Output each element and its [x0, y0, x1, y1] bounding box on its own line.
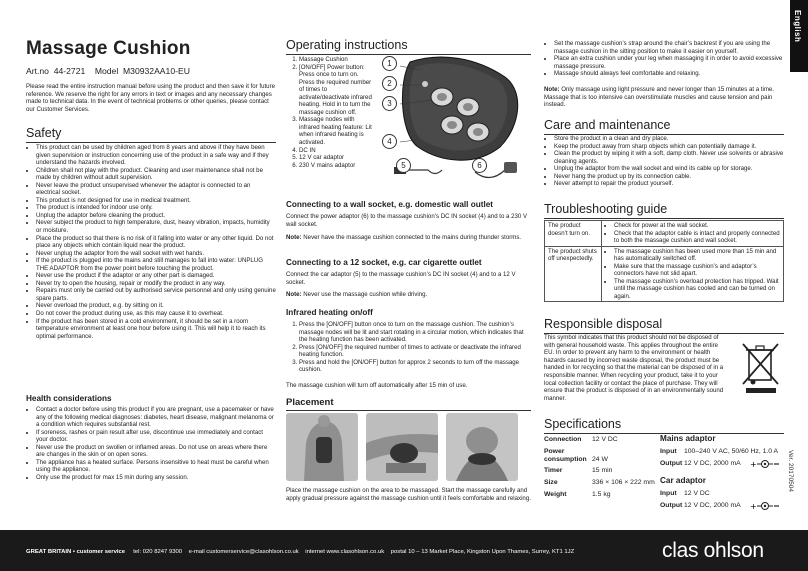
article-info — [26, 66, 190, 76]
placement-heading: Placement — [286, 397, 531, 411]
list-item: • Only use the product for max 15 min during any session. — [36, 474, 276, 482]
footer-bar — [0, 530, 808, 571]
list-item: 3. Press and hold the [ON/OFF] button for approx 2 seconds to turn off the massage cushion. — [299, 359, 531, 374]
massage-note — [544, 86, 784, 109]
spec-key: Input — [660, 448, 677, 455]
list-item: 5. 12 V car adaptor — [299, 154, 374, 162]
car-socket-heading: Connecting to a 12 socket, e.g. car cigarette outlet — [286, 258, 482, 267]
placement-text: Place the massage cushion on the area to be massaged. Start the massage carefully and apply gradual pressure against the massage cushion until it feels comfortable and relaxing. — [286, 487, 531, 502]
mains-output-label — [660, 460, 682, 467]
polarity-icon — [750, 501, 780, 511]
model-number: M30932AA10-EU — [123, 66, 190, 76]
list-item: 2. Press [ON/OFF] the required number of times to activate or deactivate the infrared heating function. — [299, 344, 531, 359]
spec-connection — [544, 436, 581, 443]
list-item: 6. 230 V mains adaptor — [299, 162, 374, 170]
version-label: Ver. 20170504 — [787, 450, 794, 492]
svg-text:+: + — [750, 502, 757, 511]
table-row — [545, 221, 784, 247]
footer-country: GREAT BRITAIN • customer service — [26, 549, 126, 555]
svg-text:+: + — [750, 460, 757, 469]
placement-image-leg — [366, 413, 438, 481]
care-heading: Care and maintenance — [544, 118, 784, 135]
list-item: • Never overload the product, e.g. by sitting on it. — [36, 302, 276, 310]
safety-heading: Safety — [26, 126, 276, 143]
spec-value: 100–240 V AC, 50/60 Hz, 1.0 A — [684, 448, 779, 455]
list-item: • Repairs must only be carried out by authorised service personnel and only using genuine spare parts. — [36, 287, 276, 302]
mains-adaptor-heading: Mains adaptor — [660, 434, 716, 443]
spec-value: 336 × 106 × 222 mm — [592, 479, 655, 486]
list-item: • Never use the product on swollen or inflamed areas. Do not use on areas where there are changes in the skin or on open sores. — [36, 444, 276, 459]
problem-cell: The product shuts off unexpectedly. — [545, 246, 602, 302]
spec-size-value — [592, 479, 655, 486]
list-item: • Check for power at the wall socket. — [614, 222, 780, 230]
mains-input-value — [684, 448, 778, 455]
list-item: • If the product is plugged into the mains and still manages to fall into water: UNPLUG THE ADAPTOR from the power point before touching the product. — [36, 257, 276, 272]
spec-connection-value — [592, 436, 618, 443]
list-item: • Check that the adaptor cable is intact and properly connected to both the massage cushion and wall socket. — [614, 230, 780, 245]
list-item: 1. Press the [ON/OFF] button once to turn on the massage cushion. The cushion’s massage nodes will be lit and start rotating in a circular motion, which indicates that the heating function has been activated. — [299, 321, 531, 344]
car-output-label — [660, 502, 682, 509]
list-item: • Keep the product away from sharp objects which can potentially damage it. — [554, 143, 784, 151]
list-item: • If soreness, rashes or pain result after use, discontinue use immediately and contact your doctor. — [36, 429, 276, 444]
safety-list — [26, 144, 276, 340]
list-item: • The massage cushion’s overload protection has tripped. Wait until the massage cushion has cooled and can be turned on again. — [614, 278, 780, 301]
specs-heading: Specifications — [544, 417, 784, 434]
troubleshooting-table — [544, 220, 784, 302]
art-no-label: Art.no — [26, 66, 49, 76]
note-text: Never have the massage cushion connected to the mains during thunder storms. — [303, 234, 522, 241]
auto-off-text: The massage cushion will turn off automatically after 15 min of use. — [286, 382, 468, 389]
infrared-heading: Infrared heating on/off — [286, 308, 373, 317]
spec-key: Power consumption — [544, 448, 587, 463]
weee-bin-icon — [740, 340, 782, 394]
list-item: • Never attempt to repair the product yourself. — [554, 180, 784, 188]
car-output-value — [684, 502, 741, 509]
spec-value: 12 V DC — [592, 436, 618, 443]
health-list — [26, 406, 276, 481]
callout-6: 6 — [472, 158, 487, 173]
note-label: Note: — [544, 86, 560, 93]
list-item: 3. Massage nodes with infrared heating feature: Lit when infrared heating is activated. — [299, 116, 374, 146]
list-item: • The appliance has a heated surface. Persons insensitive to heat must be careful when using the appliance. — [36, 459, 276, 474]
list-item: • Make sure that the massage cushion’s and adaptor’s connectors have not slid apart. — [614, 263, 780, 278]
callout-5: 5 — [396, 158, 411, 173]
list-item: • Contact a doctor before using this product if you are pregnant, use a pacemaker or have any of the following medical diagnoses: diabetes, heart disease, malignant melanoma or a condition which requires substantial rest. — [36, 406, 276, 429]
wall-socket-heading: Connecting to a wall socket, e.g. domestic wall outlet — [286, 200, 493, 209]
page-title: Massage Cushion — [26, 38, 191, 59]
placement-image-back — [286, 413, 358, 481]
spec-value: 12 V DC, 2000 mA — [684, 460, 741, 467]
spec-timer-value — [592, 467, 612, 474]
list-item: • If the product has been stored in a cold environment, it should be set in a room temperature environment at least one hour before using it. This will help it to reach its optimal performance. — [36, 318, 276, 341]
list-item: • Place the product so that there is no risk of it falling into water or any other liquid. Do not place any objects which contain liquid near the product. — [36, 235, 276, 250]
spec-value: 12 V DC — [684, 490, 710, 497]
disposal-text: This symbol indicates that this product should not be disposed of with general household waste. This applies throughout the entire EU. In order to prevent any harm to the environment or health hazards caused by incorrect waste disposal, the product must be handed in for recycling so that the material can be disposed of in a responsible manner. When recycling your product, take it to your local collection facility or contact the place of purchase. They will ensure that the product is disposed of in an environmentally sound manner. — [544, 334, 724, 402]
art-no: 44-2721 — [53, 66, 86, 76]
footer-contact — [26, 549, 574, 555]
language-tab — [790, 0, 808, 72]
spec-key: Timer — [544, 467, 563, 474]
wall-socket-note — [286, 234, 531, 242]
spec-value: 12 V DC, 2000 mA — [684, 502, 741, 509]
spec-power-value — [592, 456, 608, 463]
spec-size — [544, 479, 558, 486]
list-item: • Never try to open the housing, repair or modify the product in any way. — [36, 280, 276, 288]
note-text: Only massage using light pressure and never longer than 15 minutes at a time. Massage that is too intensive can overstimulate muscles and cause tension and pain instead. — [544, 86, 775, 109]
solution-cell — [602, 246, 784, 302]
brand-logo: clas ohlson — [662, 539, 764, 562]
list-item: • The product is intended for indoor use only. — [36, 204, 276, 212]
placement-image-neck — [446, 413, 518, 481]
problem-cell: The product doesn’t turn on. — [545, 221, 602, 247]
list-item: • Unplug the adaptor before cleaning the product. — [36, 212, 276, 220]
spec-key: Input — [660, 490, 677, 497]
callout-1: 1 — [382, 56, 397, 71]
spec-power — [544, 448, 589, 464]
spec-value: 15 min — [592, 467, 613, 474]
car-adaptor-heading: Car adaptor — [660, 476, 706, 485]
car-socket-note — [286, 291, 531, 299]
polarity-icon — [750, 459, 780, 469]
disposal-heading: Responsible disposal — [544, 317, 784, 334]
spec-key: Connection — [544, 436, 582, 443]
parts-list — [286, 56, 374, 169]
list-item: • Set the massage cushion’s strap around the chair’s backrest if you are using the massage cushion in the sitting position to make it easier on yourself. — [554, 40, 784, 55]
callout-4: 4 — [382, 134, 397, 149]
list-item: • The massage cushion has been used more than 15 min and has automatically switched off. — [614, 248, 780, 263]
operating-heading: Operating instructions — [286, 38, 531, 55]
list-item: • Clean the product by wiping it with a soft, damp cloth. Never use solvents or abrasive cleaning agents. — [554, 150, 784, 165]
list-item: • Never unplug the adaptor from the wall socket with wet hands. — [36, 250, 276, 258]
troubleshooting-heading: Troubleshooting guide — [544, 202, 784, 219]
list-item: • This product is not designed for use in medical treatment. — [36, 197, 276, 205]
note-label: Note: — [286, 234, 302, 241]
list-item: 4. DC IN — [299, 147, 374, 155]
infrared-steps — [286, 321, 531, 374]
language-label: English — [793, 10, 802, 43]
wall-socket-text: Connect the power adaptor (6) to the massage cushion’s DC IN socket (4) and to a 230 V wall socket. — [286, 213, 528, 228]
spec-key: Size — [544, 479, 558, 486]
list-item: 1. Massage Cushion — [299, 56, 374, 64]
list-item: • Massage should always feel comfortable and relaxing. — [554, 70, 784, 78]
list-item: • Unplug the adaptor from the wall socket and wind its cable up for storage. — [554, 165, 784, 173]
list-item: • Store the product in a clean and dry place. — [554, 135, 784, 143]
list-item: • Never leave the product unsupervised whenever the adaptor is connected to an electrical socket. — [36, 182, 276, 197]
callout-2: 2 — [382, 76, 397, 91]
health-heading: Health considerations — [26, 394, 112, 403]
table-row — [545, 246, 784, 302]
mains-output-value — [684, 460, 741, 467]
list-item: • Never use the product if the adaptor or any other part is damaged. — [36, 272, 276, 280]
list-item: 2. [ON/OFF] Power button: Press once to turn on. Press the required number of times to activate/deactivate infrared heating. Hold in to turn the massage cushion off. — [299, 64, 374, 117]
spec-value: 24 W — [592, 456, 608, 463]
list-item: • Never subject the product to high temperature, dust, heavy vibration, impacts, humidity or moisture. — [36, 219, 276, 234]
list-item: • Never hang the product up by its connection cable. — [554, 173, 784, 181]
spec-value: 1.5 kg — [592, 491, 611, 498]
footer-internet: internet www.clasohlson.co.uk — [305, 549, 385, 555]
spec-key: Weight — [544, 491, 567, 498]
footer-tel: tel: 020 8247 9300 — [133, 549, 183, 555]
list-item: • Do not cover the product during use, as this may cause it to overheat. — [36, 310, 276, 318]
car-input-label — [660, 490, 677, 497]
note-label: Note: — [286, 291, 302, 298]
footer-email: e-mail customerservice@clasohlson.co.uk — [188, 549, 299, 555]
car-input-value — [684, 490, 710, 497]
list-item: • This product can be used by children aged from 8 years and above if they have been given supervision or instruction concerning use of the product in a safe way and if they understand the hazards involved. — [36, 144, 276, 167]
spec-timer — [544, 467, 562, 474]
intro-text: Please read the entire instruction manual before using the product and then save it for future reference. We reserve the right for any errors in text or images and any necessary changes made to technical data. In the event of technical problems or other queries, please contact our Customer Services. — [26, 83, 275, 113]
spec-key: Output — [660, 502, 683, 509]
callout-3: 3 — [382, 96, 397, 111]
spec-key: Output — [660, 460, 683, 467]
note-text: Never use the massage cushion while driving. — [303, 291, 428, 298]
car-socket-text: Connect the car adaptor (5) to the massage cushion’s DC IN socket (4) and to a 12 V socket. — [286, 271, 516, 286]
list-item: • Place an extra cushion under your leg when massaging it in order to avoid excessive massage pressure. — [554, 55, 784, 70]
model-label: Model — [94, 66, 119, 76]
spec-weight — [544, 491, 567, 498]
list-item: • Children shall not play with the product. Cleaning and user maintenance shall not be made by children without adult supervision. — [36, 167, 276, 182]
mains-input-label — [660, 448, 677, 455]
footer-postal: postal 10 – 13 Market Place, Kingston Upon Thames, Surrey, KT1 1JZ — [390, 549, 575, 555]
care-list — [544, 135, 784, 188]
spec-weight-value — [592, 491, 611, 498]
usage-tips-list — [544, 40, 784, 78]
solution-cell — [602, 221, 784, 247]
